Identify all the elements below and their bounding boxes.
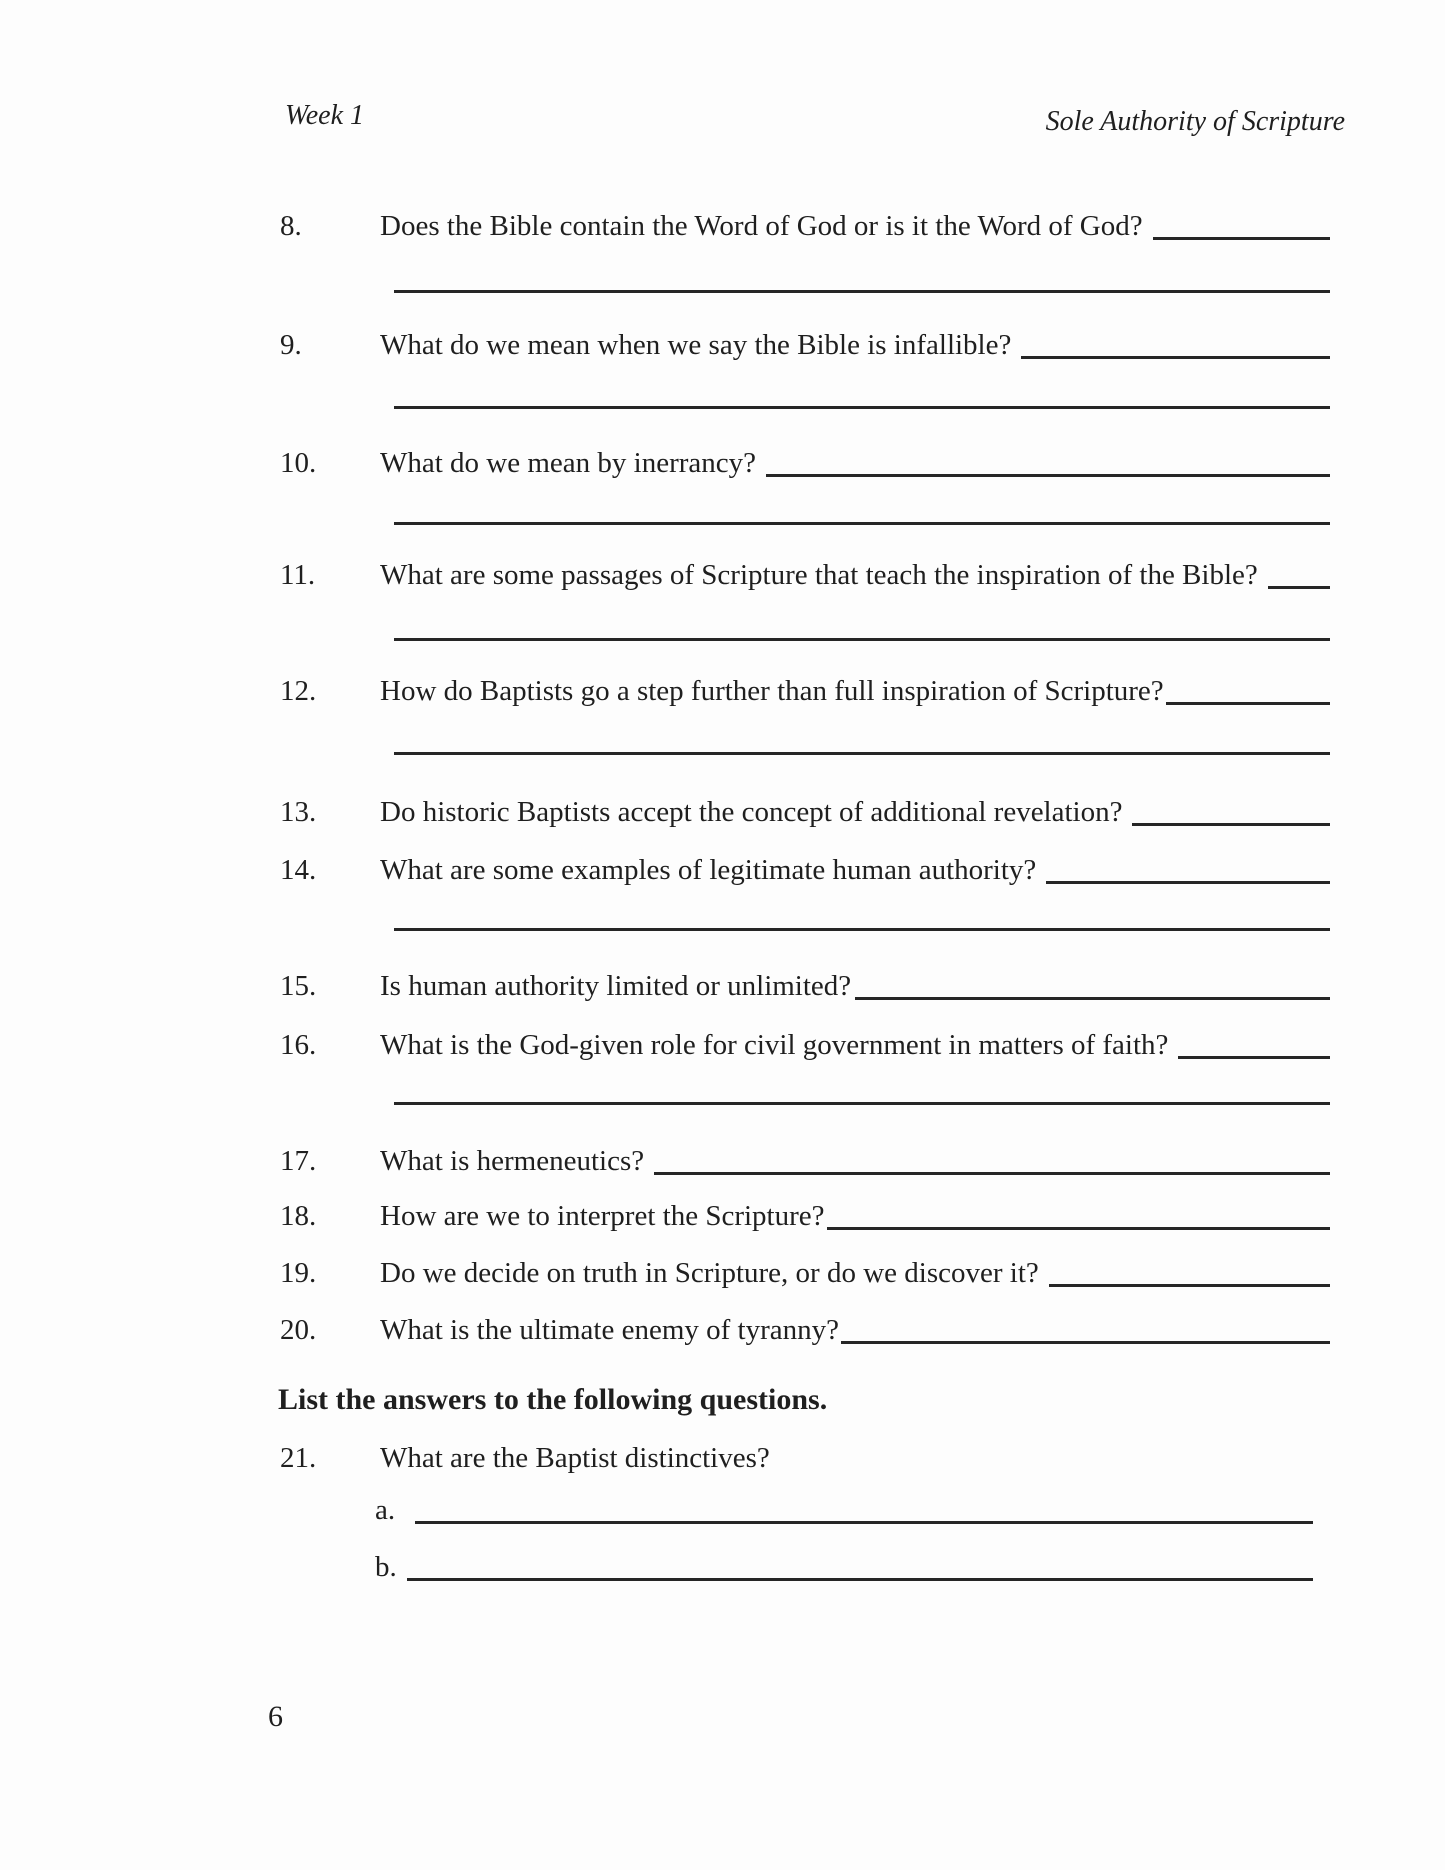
question-row-17 [280, 1143, 1330, 1179]
page-number: 6 [268, 1700, 283, 1733]
answer-blank-line [1153, 236, 1330, 240]
answer-blank-line [841, 1340, 1330, 1344]
header-lesson-title: Sole Authority of Scripture [1045, 106, 1345, 137]
question-text: What is the ultimate enemy of tyranny? [380, 1314, 840, 1346]
question-row-9 [280, 327, 1330, 363]
answer-continuation-line [394, 638, 1330, 641]
question-row-8 [280, 208, 1330, 244]
answer-continuation-line [394, 290, 1330, 293]
answer-blank-line [654, 1171, 1330, 1175]
question-text: How are we to interpret the Scripture? [380, 1200, 825, 1232]
answer-continuation-line [394, 928, 1330, 931]
question-row-19 [280, 1255, 1330, 1291]
answer-blank-line [1178, 1055, 1330, 1059]
question-number: 8. [280, 210, 302, 242]
answer-blank-line [1268, 585, 1330, 589]
question-row-20 [280, 1312, 1330, 1348]
answer-blank-line [766, 473, 1330, 477]
answer-continuation-line [394, 752, 1330, 755]
question-number: 9. [280, 329, 302, 361]
question-row-10 [280, 445, 1330, 481]
header-week-label: Week 1 [285, 100, 365, 131]
answer-blank-line [407, 1577, 1313, 1581]
question-number: 10. [280, 447, 317, 479]
question-number: 17. [280, 1145, 317, 1177]
question-text: What are some examples of legitimate human authority? [380, 854, 1037, 886]
section-heading: List the answers to the following questions. [278, 1383, 828, 1416]
question-row-11 [280, 557, 1330, 593]
sub-answer-row-a [375, 1492, 1313, 1528]
answer-continuation-line [394, 406, 1330, 409]
question-row-12 [280, 673, 1330, 709]
question-number: 15. [280, 970, 317, 1002]
answer-blank-line [1166, 701, 1330, 705]
sub-item-label: b. [375, 1551, 397, 1583]
question-number: 13. [280, 796, 317, 828]
answer-continuation-line [394, 1102, 1330, 1105]
question-number: 14. [280, 854, 317, 886]
question-text: What is hermeneutics? [380, 1145, 645, 1177]
answer-blank-line [855, 996, 1330, 1000]
question-text: How do Baptists go a step further than full inspiration of Scripture? [380, 675, 1164, 707]
answer-blank-line [1046, 880, 1330, 884]
question-row-18 [280, 1198, 1330, 1234]
question-number: 16. [280, 1029, 317, 1061]
answer-blank-line [1021, 355, 1330, 359]
answer-blank-line [827, 1226, 1331, 1230]
question-number: 20. [280, 1314, 317, 1346]
question-row-21 [280, 1440, 1330, 1476]
answer-continuation-line [394, 522, 1330, 525]
answer-blank-line [1132, 822, 1330, 826]
question-row-13 [280, 794, 1330, 830]
question-row-15 [280, 968, 1330, 1004]
question-number: 11. [280, 559, 316, 591]
sub-answer-row-b [375, 1549, 1313, 1585]
question-row-14 [280, 852, 1330, 888]
question-text: What are some passages of Scripture that teach the inspiration of the Bible? [380, 559, 1258, 591]
sub-item-label: a. [375, 1494, 396, 1526]
question-number: 21. [280, 1442, 317, 1474]
question-number: 18. [280, 1200, 317, 1232]
question-row-16 [280, 1027, 1330, 1063]
answer-blank-line [1049, 1283, 1330, 1287]
question-text: What do we mean when we say the Bible is infallible? [380, 329, 1012, 361]
question-text: Do historic Baptists accept the concept of additional revelation? [380, 796, 1123, 828]
question-text: What are the Baptist distinctives? [380, 1442, 770, 1474]
question-text: Is human authority limited or unlimited? [380, 970, 852, 1002]
question-text: Does the Bible contain the Word of God or is it the Word of God? [380, 210, 1143, 242]
answer-blank-line [415, 1520, 1313, 1524]
question-number: 12. [280, 675, 317, 707]
question-text: What do we mean by inerrancy? [380, 447, 757, 479]
question-text: Do we decide on truth in Scripture, or do we discover it? [380, 1257, 1039, 1289]
question-text: What is the God-given role for civil government in matters of faith? [380, 1029, 1169, 1061]
question-number: 19. [280, 1257, 317, 1289]
